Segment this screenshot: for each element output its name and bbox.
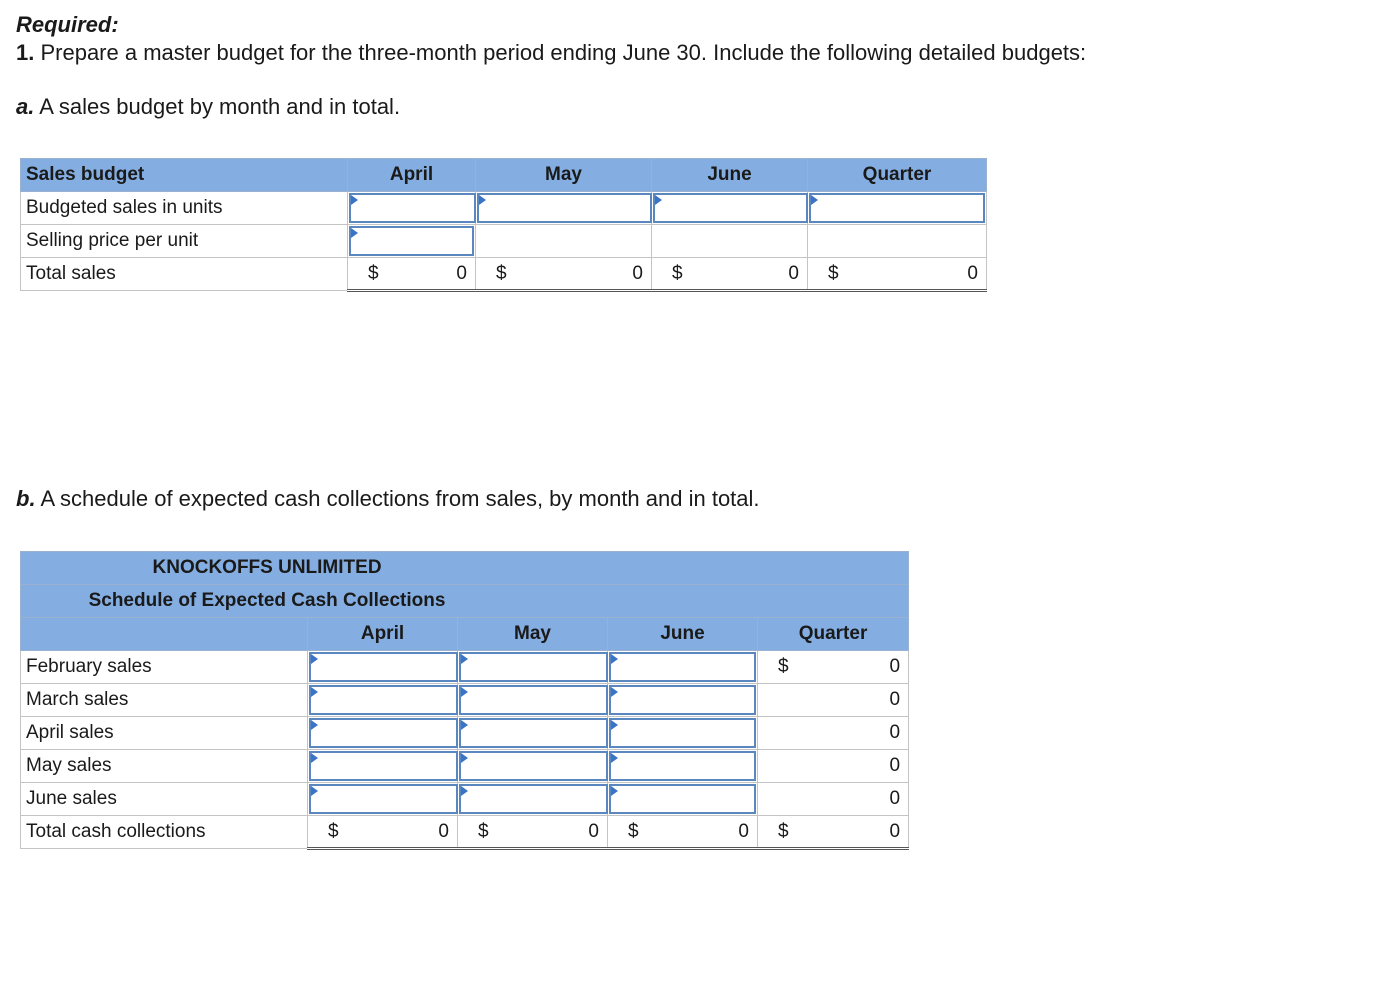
- selling-price-april-input[interactable]: [349, 226, 474, 256]
- june-sales-june-input[interactable]: [609, 784, 756, 814]
- part-b-instruction: [16, 486, 760, 512]
- total-sales-quarter: $ 0: [808, 258, 987, 291]
- february-sales-quarter: $ 0: [758, 651, 909, 684]
- input-marker-icon: [351, 195, 358, 205]
- row-label-june-sales: June sales: [21, 783, 308, 816]
- part-b-letter: b.: [16, 486, 36, 511]
- total-cash-april: $ 0: [308, 816, 458, 849]
- col-quarter-header: Quarter: [808, 159, 987, 192]
- row-label-total-cash-collections: Total cash collections: [21, 816, 308, 849]
- row-label-march-sales: March sales: [21, 684, 308, 717]
- february-sales-april-input[interactable]: [309, 652, 458, 682]
- input-marker-icon: [311, 687, 318, 697]
- sales-budget-header: Sales budget: [21, 159, 348, 192]
- may-sales-june-input[interactable]: [609, 751, 756, 781]
- input-marker-icon: [611, 786, 618, 796]
- part-a-instruction: [16, 94, 400, 120]
- input-marker-icon: [611, 687, 618, 697]
- input-marker-icon: [311, 786, 318, 796]
- col-april-header: April: [348, 159, 476, 192]
- input-marker-icon: [611, 654, 618, 664]
- total-sales-may: $ 0: [476, 258, 652, 291]
- may-sales-april-input[interactable]: [309, 751, 458, 781]
- budgeted-units-may-input[interactable]: [477, 193, 652, 223]
- sales-budget-table: [20, 158, 987, 292]
- part-a-text: A sales budget by month and in total.: [34, 94, 401, 119]
- required-heading: Required:: [16, 12, 119, 37]
- company-name: KNOCKOFFS UNLIMITED: [21, 552, 909, 585]
- budgeted-units-june-input[interactable]: [653, 193, 808, 223]
- col-may-header: May: [476, 159, 652, 192]
- june-sales-may-input[interactable]: [459, 784, 608, 814]
- march-sales-april-input[interactable]: [309, 685, 458, 715]
- cc-col-june-header: June: [608, 618, 758, 651]
- input-marker-icon: [311, 654, 318, 664]
- june-sales-april-input[interactable]: [309, 784, 458, 814]
- input-marker-icon: [461, 720, 468, 730]
- row-label-selling-price: Selling price per unit: [21, 225, 348, 258]
- budgeted-units-quarter-input[interactable]: [809, 193, 985, 223]
- february-sales-may-input[interactable]: [459, 652, 608, 682]
- cc-col-quarter-header: Quarter: [758, 618, 909, 651]
- may-sales-may-input[interactable]: [459, 751, 608, 781]
- input-marker-icon: [461, 654, 468, 664]
- input-marker-icon: [311, 753, 318, 763]
- total-sales-june: $ 0: [652, 258, 808, 291]
- step-number: 1.: [16, 40, 35, 65]
- march-sales-may-input[interactable]: [459, 685, 608, 715]
- april-sales-june-input[interactable]: [609, 718, 756, 748]
- budgeted-units-april-input[interactable]: [349, 193, 476, 223]
- input-marker-icon: [611, 753, 618, 763]
- part-a-letter: a.: [16, 94, 35, 119]
- total-sales-april: $ 0: [348, 258, 476, 291]
- step-1-instruction: [16, 40, 1086, 66]
- row-label-april-sales: April sales: [21, 717, 308, 750]
- april-sales-april-input[interactable]: [309, 718, 458, 748]
- total-cash-may: $ 0: [458, 816, 608, 849]
- input-marker-icon: [811, 195, 818, 205]
- march-sales-june-input[interactable]: [609, 685, 756, 715]
- cc-col-may-header: May: [458, 618, 608, 651]
- may-sales-quarter: 0: [758, 750, 909, 783]
- february-sales-june-input[interactable]: [609, 652, 756, 682]
- row-label-budgeted-units: Budgeted sales in units: [21, 192, 348, 225]
- row-label-total-sales: Total sales: [21, 258, 348, 291]
- input-marker-icon: [479, 195, 486, 205]
- input-marker-icon: [461, 687, 468, 697]
- schedule-title: Schedule of Expected Cash Collections: [21, 585, 909, 618]
- cash-collections-table: [20, 551, 909, 850]
- col-june-header: June: [652, 159, 808, 192]
- input-marker-icon: [461, 753, 468, 763]
- step-text: Prepare a master budget for the three-month period ending June 30. Include the following detailed budgets:: [34, 40, 1087, 65]
- input-marker-icon: [611, 720, 618, 730]
- total-cash-june: $ 0: [608, 816, 758, 849]
- input-marker-icon: [311, 720, 318, 730]
- input-marker-icon: [655, 195, 662, 205]
- cc-col-april-header: April: [308, 618, 458, 651]
- row-label-may-sales: May sales: [21, 750, 308, 783]
- april-sales-may-input[interactable]: [459, 718, 608, 748]
- row-label-february-sales: February sales: [21, 651, 308, 684]
- march-sales-quarter: 0: [758, 684, 909, 717]
- part-b-text: A schedule of expected cash collections from sales, by month and in total.: [35, 486, 760, 511]
- input-marker-icon: [461, 786, 468, 796]
- april-sales-quarter: 0: [758, 717, 909, 750]
- input-marker-icon: [351, 228, 358, 238]
- total-cash-quarter: $ 0: [758, 816, 909, 849]
- june-sales-quarter: 0: [758, 783, 909, 816]
